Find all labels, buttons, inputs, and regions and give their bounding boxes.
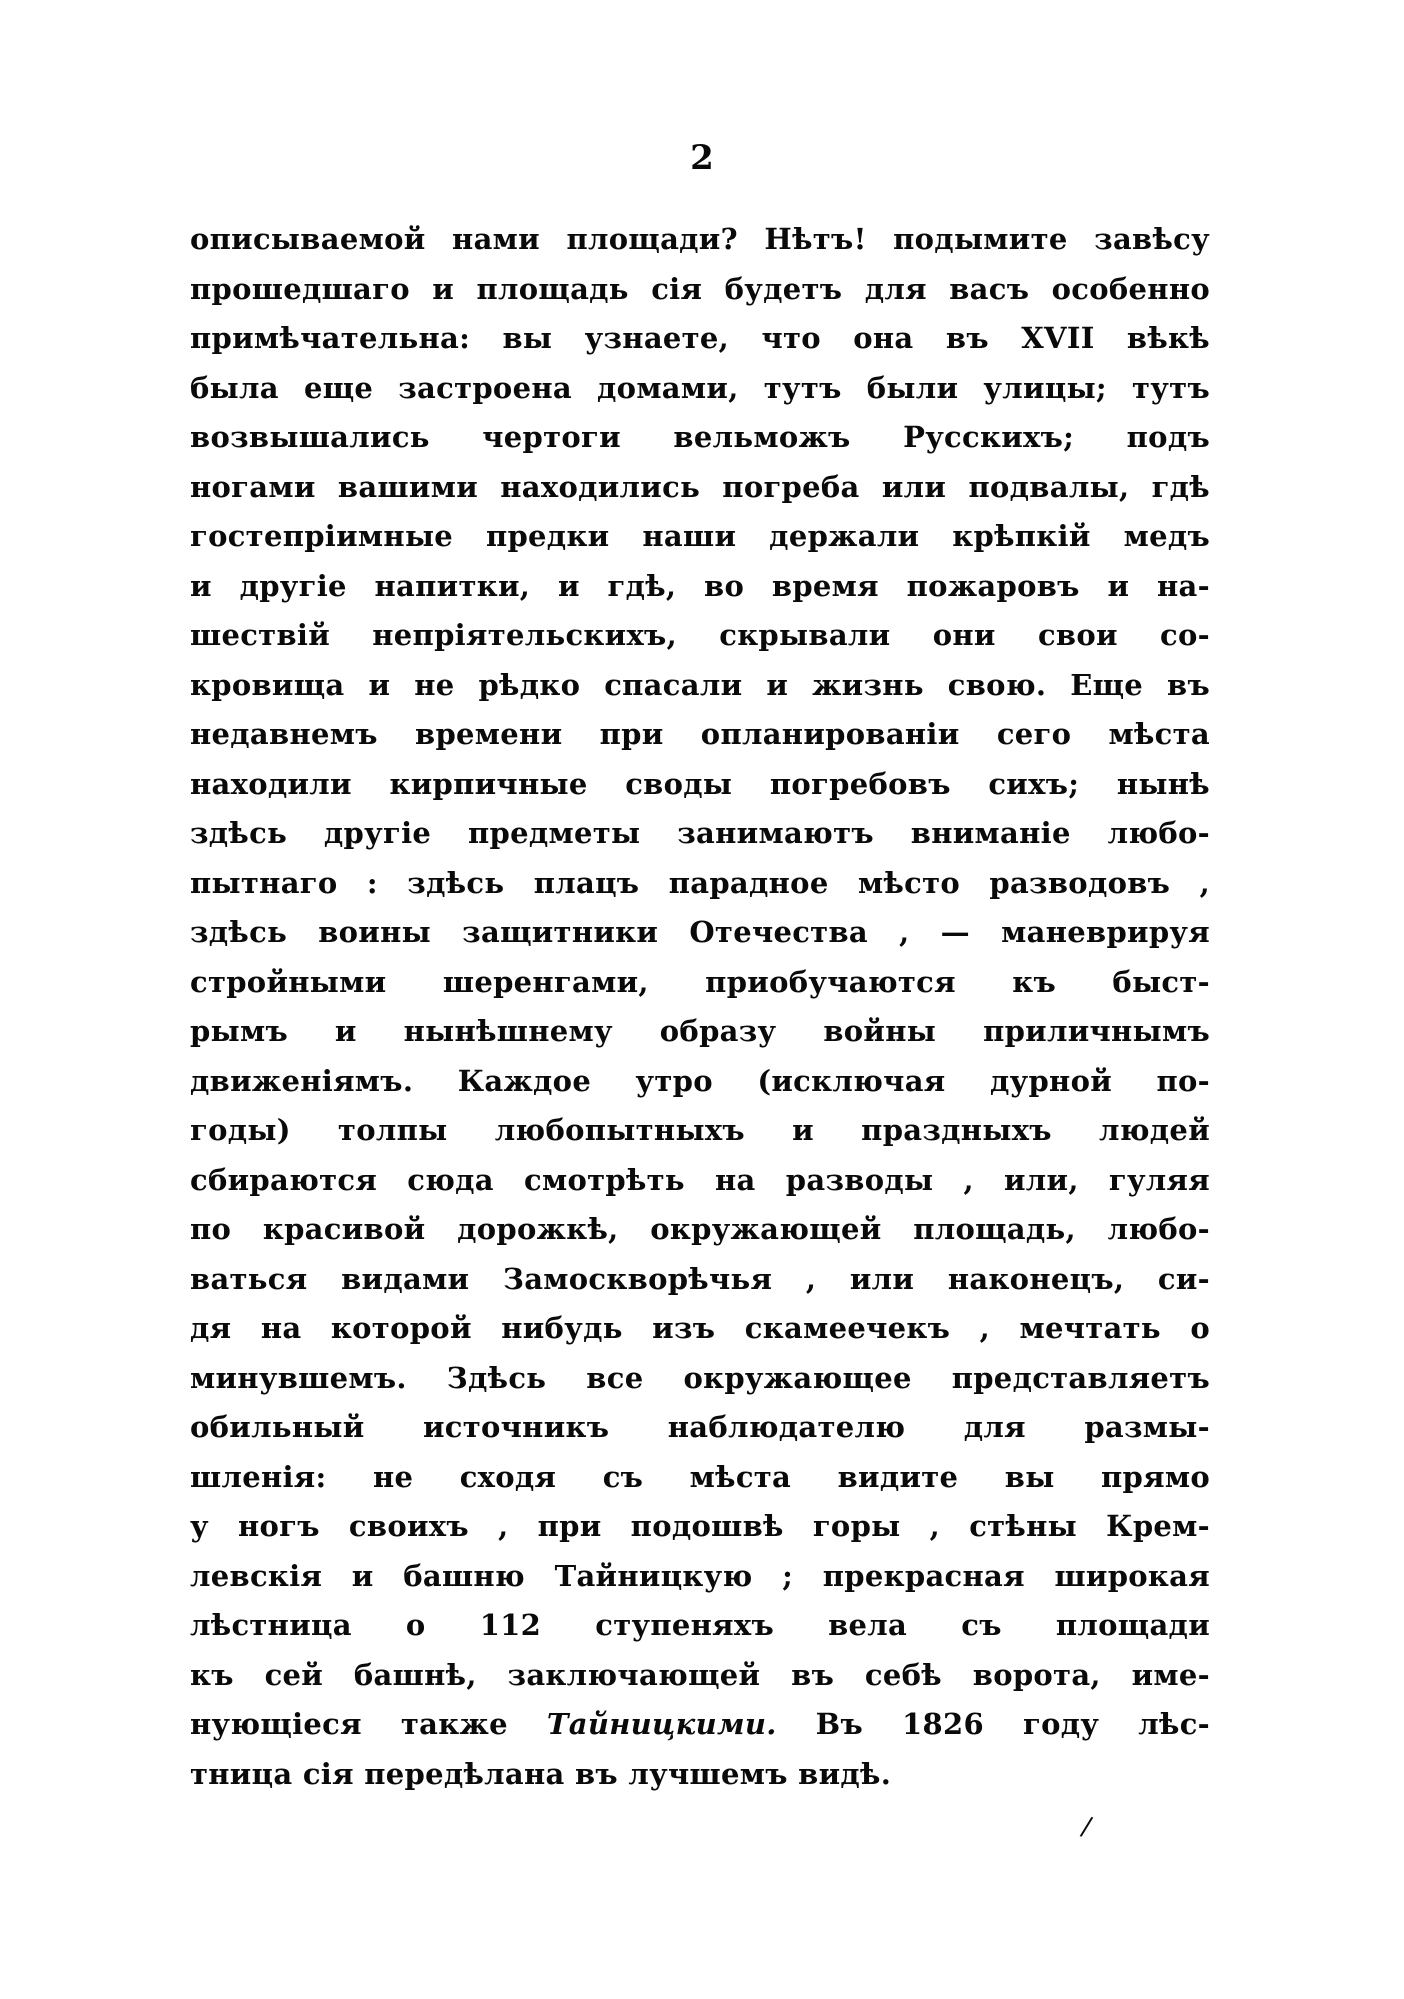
body-text	[190, 215, 1210, 1799]
text-line-last: тница сія передѣлана въ лучшемъ видѣ.	[190, 1756, 892, 1791]
text-line: прошедшаго и площадь сія будетъ для васъ особенно	[190, 271, 1210, 306]
text-line: была еще застроена домами, тутъ были улицы; тутъ	[190, 370, 1210, 405]
italic-term: Тайницкими.	[546, 1707, 777, 1741]
text-line: дя на которой нибудь изъ скамеечекъ , мечтать о	[190, 1311, 1210, 1345]
text-line: и другіе напитки, и гдѣ, во время пожаровъ и на-	[190, 568, 1210, 603]
text-line: шествій непріятельскихъ, скрывали они свои со-	[190, 618, 1210, 652]
text-line: движеніямъ. Каждое утро (исключая дурной по-	[190, 1063, 1210, 1098]
text-line: годы) толпы любопытныхъ и праздныхъ людей	[190, 1113, 1210, 1147]
text-line: сбираются сюда смотрѣть на разводы , или, гуляя	[190, 1162, 1210, 1197]
text-line: здѣсь другіе предметы занимаютъ вниманіе любо-	[190, 816, 1210, 850]
text-line: описываемой нами площади? Нѣтъ! подымите завѣсу	[190, 222, 1210, 256]
text-line: пытнаго : здѣсь плацъ парадное мѣсто разводовъ ,	[190, 865, 1210, 900]
text-line: примѣчательна: вы узнаете, что она въ XVII вѣкѣ	[190, 321, 1210, 355]
text-line: у ногъ своихъ , при подошвѣ горы , стѣны Крем-	[190, 1509, 1210, 1543]
text-line: левскія и башню Тайницкую ; прекрасная широкая	[190, 1558, 1210, 1593]
text-line: къ сей башнѣ, заключающей въ себѣ ворота, име-	[190, 1657, 1210, 1692]
text-line: недавнемъ времени при опланированіи сего мѣста	[190, 717, 1210, 751]
text-line: стройными шеренгами, приобучаются къ быст-	[190, 964, 1210, 999]
page-number: 2	[690, 138, 714, 178]
text-line: ногами вашими находились погреба или подвалы, гдѣ	[190, 469, 1210, 504]
stray-pen-mark: /	[1078, 1811, 1095, 1843]
text-segment: нующіеся также	[190, 1707, 547, 1741]
text-line: минувшемъ. Здѣсь все окружающее представляетъ	[190, 1360, 1210, 1395]
text-line: ваться видами Замоскворѣчья , или наконецъ, си-	[190, 1261, 1210, 1296]
text-line: кровища и не рѣдко спасали и жизнь свою. Еще въ	[190, 667, 1210, 702]
text-line: обильный источникъ наблюдателю для размы-	[190, 1410, 1210, 1444]
text-line-with-italic	[190, 1700, 1210, 1750]
text-line: гостепріимные предки наши держали крѣпкій медъ	[190, 519, 1210, 553]
text-line: здѣсь воины защитники Отечества , — маневрируя	[190, 915, 1210, 949]
text-line: рымъ и нынѣшнему образу войны приличнымъ	[190, 1014, 1210, 1048]
text-line: по красивой дорожкѣ, окружающей площадь, любо-	[190, 1212, 1210, 1246]
text-line: находили кирпичные своды погребовъ сихъ; нынѣ	[190, 766, 1210, 801]
text-line: возвышались чертоги вельможъ Русскихъ; подъ	[190, 420, 1210, 454]
text-line: шленія: не сходя съ мѣста видите вы прямо	[190, 1459, 1210, 1494]
text-line: лѣстница о 112 ступеняхъ вела съ площади	[190, 1608, 1210, 1642]
text-segment: Въ 1826 году лѣс-	[776, 1707, 1210, 1741]
